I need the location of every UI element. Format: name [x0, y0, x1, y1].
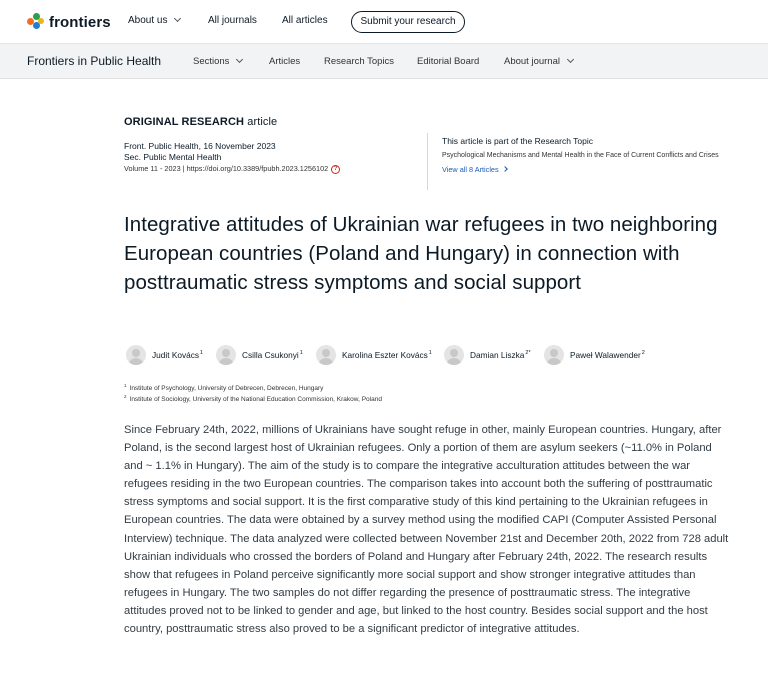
section: Sec. Public Mental Health: [124, 152, 222, 162]
author-name: Paweł Walawender$^2$: [570, 350, 645, 360]
journal-nav-about-journal-label: About journal: [504, 56, 560, 67]
journal-nav-articles[interactable]: Articles: [269, 56, 301, 67]
author-name: Damian Liszka$^{2*}$: [470, 350, 531, 360]
site-header: [0, 0, 768, 44]
journal-title[interactable]: Frontiers in Public Health: [27, 54, 162, 68]
view-all-articles-link[interactable]: [442, 165, 727, 174]
article-type-rest: article: [244, 116, 278, 128]
avatar: [544, 345, 564, 365]
author-item[interactable]: [216, 345, 303, 365]
research-topic-box: [427, 133, 727, 190]
article-type-bold: ORIGINAL RESEARCH: [124, 116, 245, 128]
author-item[interactable]: [444, 345, 531, 365]
author-name: Judit Kovács$^1$: [152, 350, 204, 360]
journal-nav-about-journal[interactable]: [504, 56, 573, 67]
nav-about-us[interactable]: [128, 15, 180, 26]
chevron-down-icon: [567, 56, 574, 63]
frontiers-logo-icon: [27, 13, 45, 31]
author-name: Csilla Csukonyi$^1$: [242, 350, 303, 360]
journal-nav-editorial-board[interactable]: Editorial Board: [417, 56, 480, 67]
author-item[interactable]: [544, 345, 645, 365]
research-topic-name[interactable]: Psychological Mechanisms and Mental Health in the Face of Current Conflicts and Crises: [442, 152, 719, 159]
check-for-updates-icon[interactable]: ?: [331, 165, 340, 174]
chevron-down-icon: [236, 56, 243, 63]
avatar: [316, 345, 336, 365]
journal-header: [0, 44, 768, 79]
volume-doi: [124, 163, 340, 174]
submit-research-button[interactable]: Submit your research: [351, 11, 465, 33]
affiliation-item: $^2$ Institute of Sociology, University of the National Education Commission, Krakow, Poland: [124, 394, 382, 404]
nav-about-us-label: About us: [128, 15, 168, 26]
frontiers-logo[interactable]: [27, 12, 111, 32]
research-topic-heading: This article is part of the Research Topic: [442, 136, 594, 146]
chevron-down-icon: [174, 15, 181, 22]
nav-all-articles[interactable]: All articles: [282, 15, 328, 26]
author-name: Karolina Eszter Kovács$^1$: [342, 350, 432, 360]
view-all-articles-label: View all 8 Articles: [442, 165, 499, 174]
journal-nav-sections[interactable]: [193, 56, 242, 67]
avatar: [216, 345, 236, 365]
article-title: Integrative attitudes of Ukrainian war refugees in two neighboring European countries (Poland and Hungary) in connection with posttraumatic stress symptoms and social support: [124, 213, 718, 294]
nav-all-journals[interactable]: All journals: [208, 15, 257, 26]
affiliation-item: $^1$ Institute of Psychology, University of Debrecen, Debrecen, Hungary: [124, 383, 324, 393]
article-type: [124, 116, 277, 128]
logo-text: frontiers: [49, 13, 111, 31]
abstract-text: Since February 24th, 2022, millions of Ukrainians have sought refuge in other, mainly European countries. Hungary, after Poland, is the second largest host of Ukrainian refugees. Only a portion of them are asylum seekers (~11.0% in Poland and ~ 1.1% in Hungary). The aim of the study is to compare the integrative acculturation attitudes between the war refugees residing in the two European countries. The comparison takes into account both the suffering of posttraumatic stress symptoms and social support. It is the first comparative study of this kind pertaining to the Ukrainian refugees in European countries. The data were obtained by a survey method using the modified CAPI (Computer Assisted Personal Interview) technique. The data analyzed were collected between November 21st and December 20th, 2022 from 728 adult Ukrainian individuals who crossed the borders of Poland and Hungary after February 24th, 2022. The research results show that refugees in Poland perceive significantly more social support and show stronger integrative attitudes than refugees in Hungary. The two samples do not differ regarding the presence of posttraumatic stress. The integrative attitudes proved not to be linked to gender and age, but linked to the host country. Besides social support and the host country, posttraumatic stress also proved to be a significant predictor of integrative attitudes.: [124, 424, 729, 636]
avatar: [126, 345, 146, 365]
citation: Front. Public Health, 16 November 2023: [124, 141, 276, 151]
author-list: [126, 345, 726, 367]
avatar: [444, 345, 464, 365]
journal-nav-research-topics[interactable]: Research Topics: [324, 56, 395, 67]
doi-link[interactable]: Volume 11 - 2023 | https://doi.org/10.3389/fpubh.2023.1256102: [124, 164, 329, 173]
article-meta: [124, 141, 340, 174]
author-item[interactable]: [316, 345, 432, 365]
chevron-right-icon: [502, 166, 508, 172]
author-item[interactable]: [126, 345, 203, 365]
journal-nav-sections-label: Sections: [193, 56, 230, 67]
